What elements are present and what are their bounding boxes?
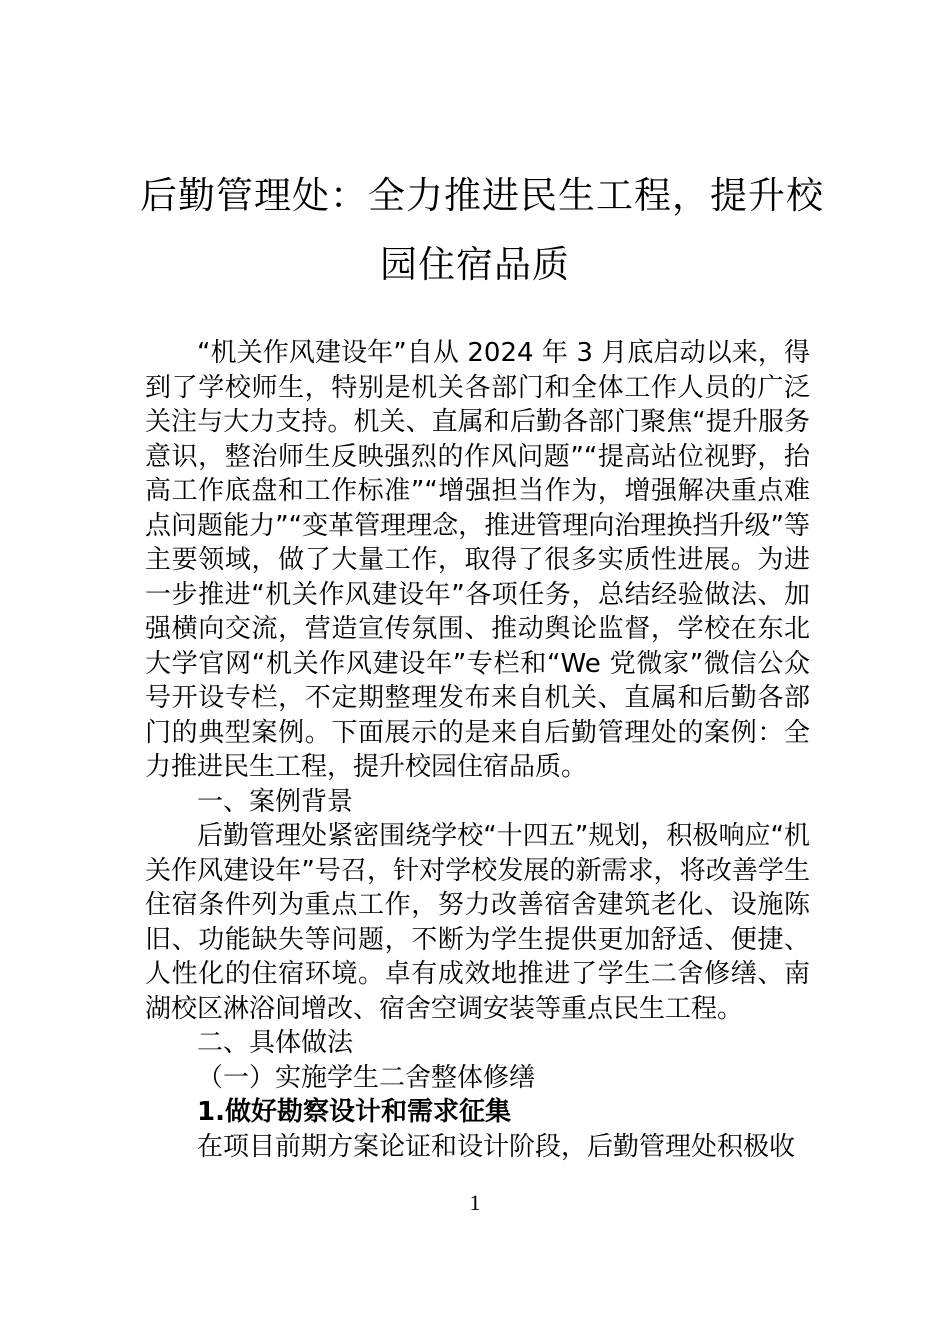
page-title-line-2: 园住宿品质 [380, 243, 570, 286]
subsection-heading-dormitory-renovation: （一）实施学生二舍整体修缮 [197, 1062, 536, 1093]
subsection-heading-survey-design: 1.做好勘察设计和需求征集 [197, 1097, 511, 1127]
design-stage-paragraph: 在项目前期方案论证和设计阶段，后勤管理处积极收 [197, 1131, 796, 1162]
background-paragraph: 后勤管理处紧密围绕学校“十四五”规划，积极响应“机关作风建设年”号召，针对学校发展的新需求，将改善学生住宿条件列为重点工作，努力改善宿舍建筑老化、设施陈旧、功能缺失等问题，不断为学生提供更加舒适、便捷、人性化的住宿环境。卓有成效地推进了学生二舍修缮、南湖校区淋浴间增改、宿舍空调安装等重点民生工程。 [145, 821, 810, 1024]
section-heading-background: 一、案例背景 [197, 786, 354, 817]
page-title-line-1: 后勤管理处：全力推进民生工程，提升校 [140, 174, 824, 217]
section-heading-practices: 二、具体做法 [197, 1028, 354, 1058]
document-body [145, 336, 810, 1164]
intro-paragraph: “机关作风建设年”自从 2024 年 3 月底启动以来，得到了学校师生，特别是机关各部门和全体工作人员的广泛关注与大力支持。机关、直属和后勤各部门聚焦“提升服务意识，整治师生反映强烈的作风问题”“提高站位视野，抬高工作底盘和工作标准”“增强担当作为，增强解决重点难点问题能力”“变革管理理念，推进管理向治理换挡升级”等主要领域，做了大量工作，取得了很多实质性进展。为进一步推进“机关作风建设年”各项任务，总结经验做法、加强横向交流，营造宣传氛围、推动舆论监督，学校在东北大学官网“机关作风建设年”专栏和“We 党微家”微信公众号开设专栏，不定期整理发布来自机关、直属和后勤各部门的典型案例。下面展示的是来自后勤管理处的案例：全力推进民生工程，提升校园住宿品质。 [145, 338, 810, 782]
page-number: 1 [469, 1190, 481, 1215]
